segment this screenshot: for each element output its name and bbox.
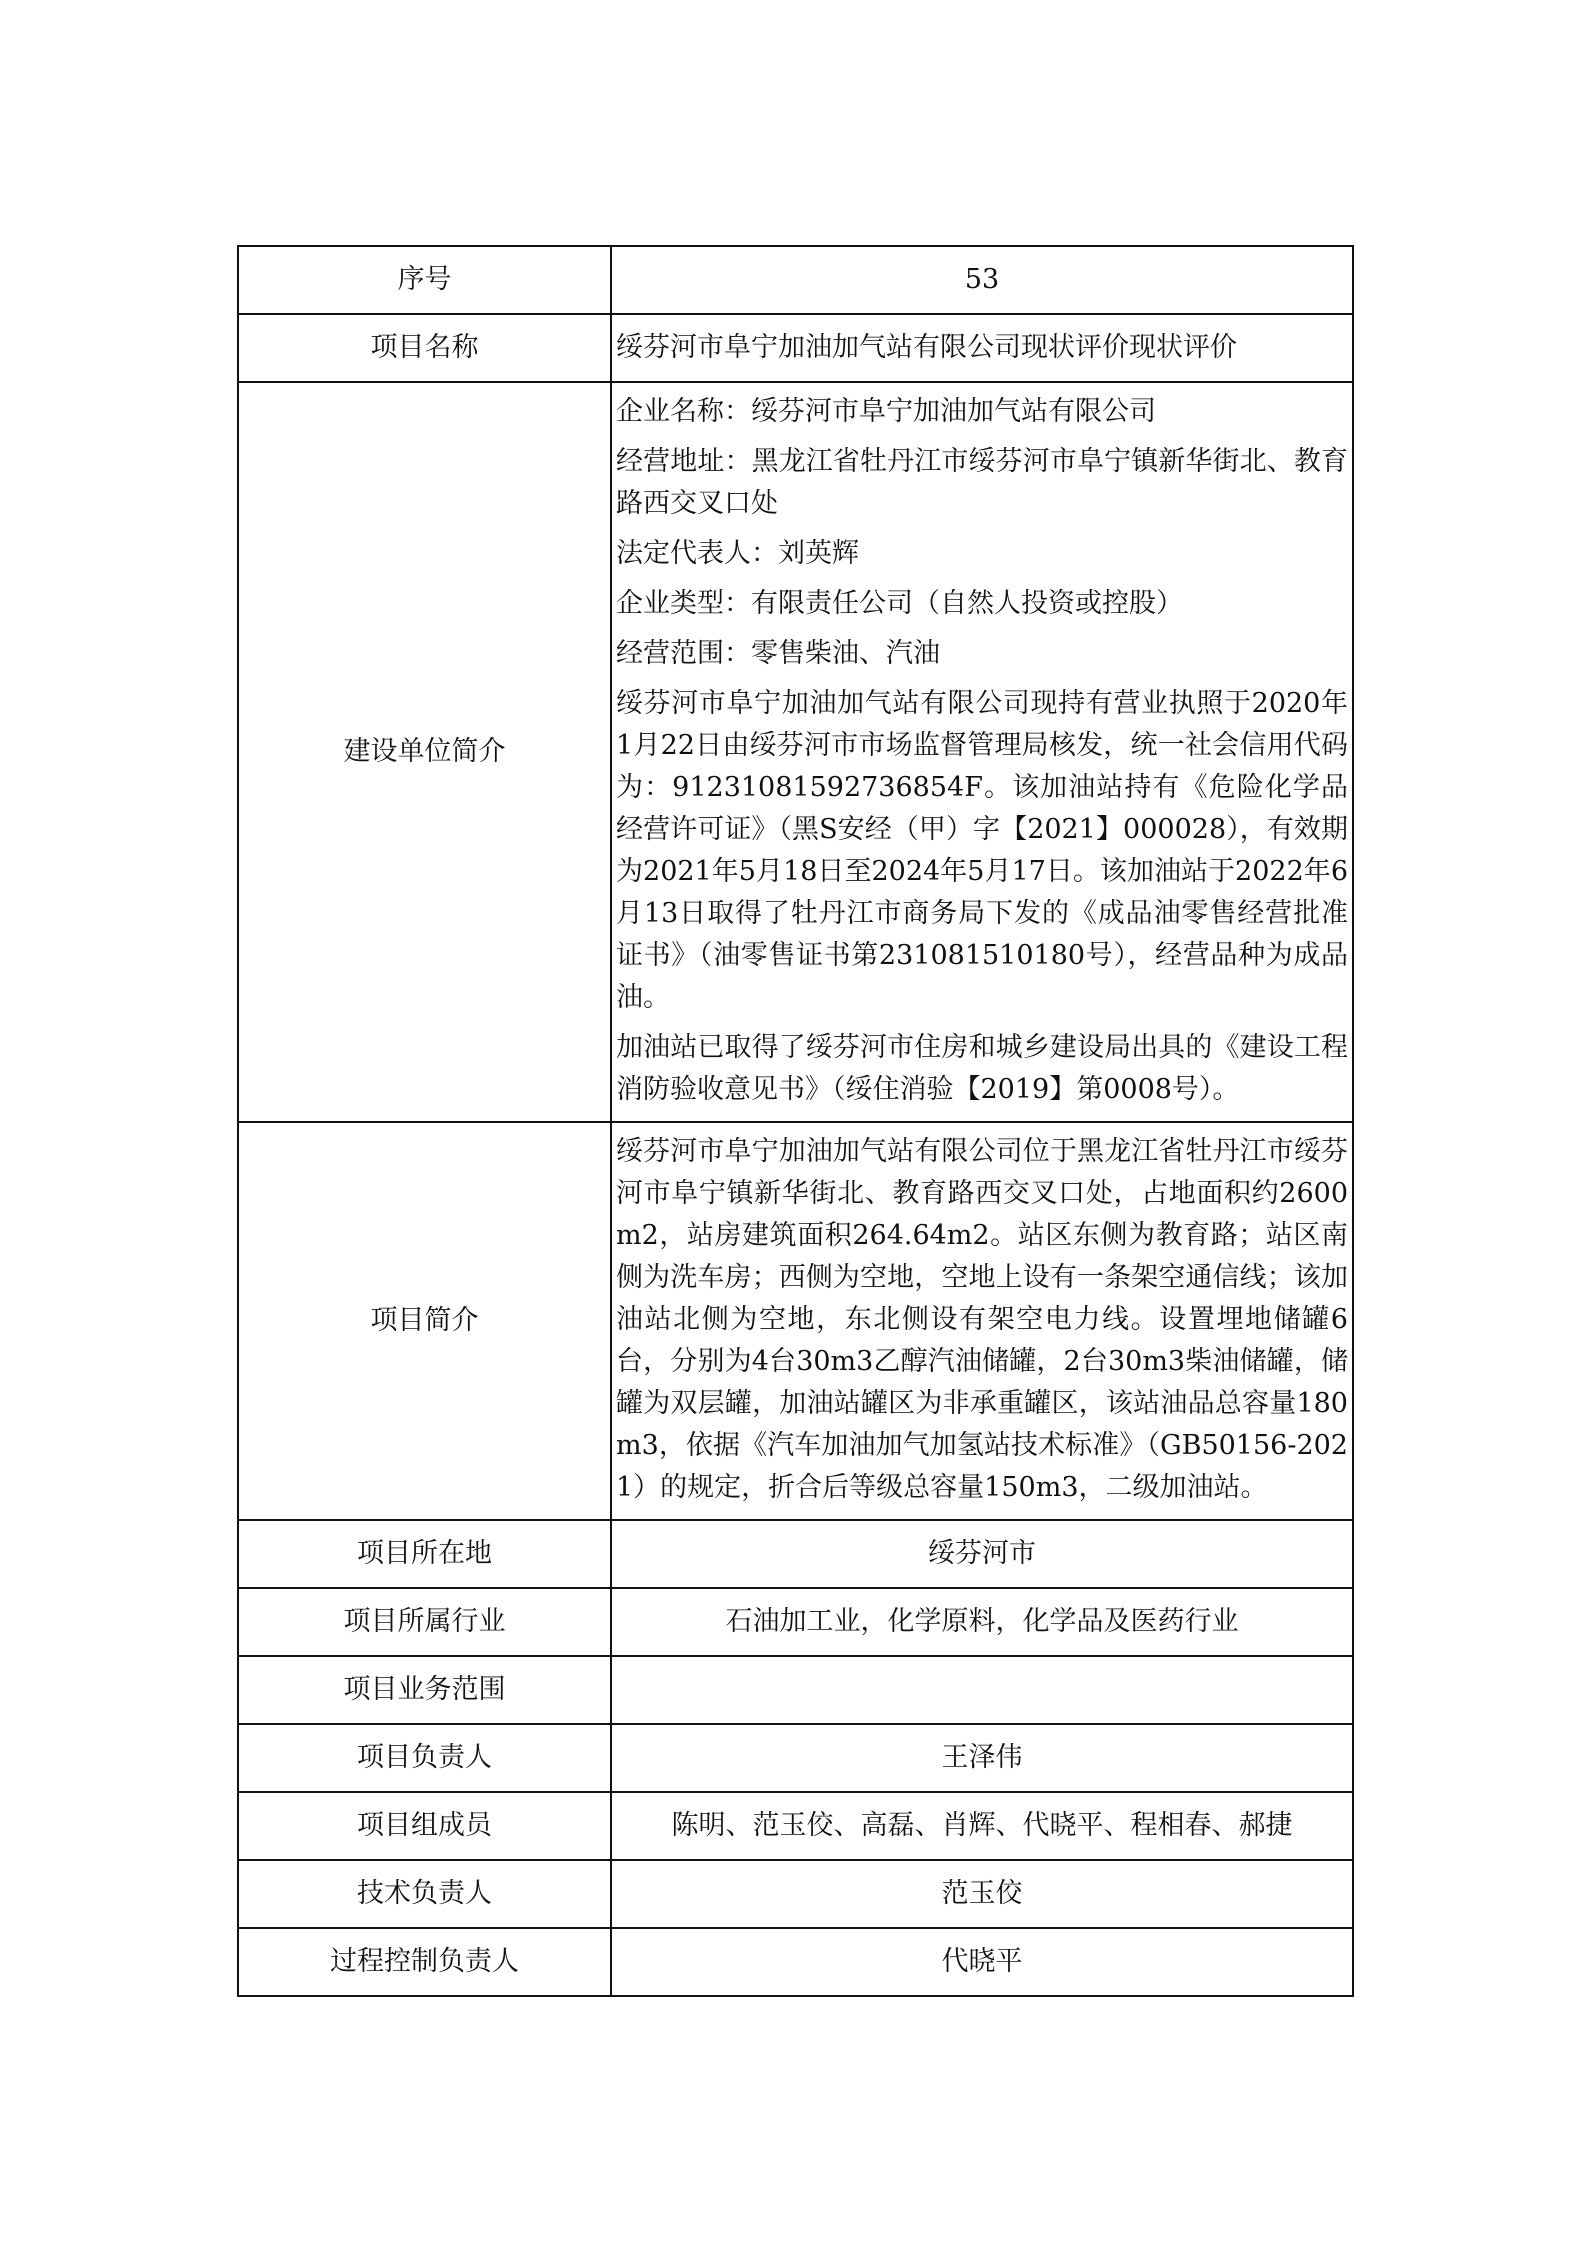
row-label: 项目所在地 bbox=[238, 1520, 611, 1588]
row-label: 项目组成员 bbox=[238, 1792, 611, 1860]
row-label: 过程控制负责人 bbox=[238, 1928, 611, 1996]
row-label: 项目简介 bbox=[238, 1122, 611, 1520]
project-info-table bbox=[237, 245, 1354, 1997]
row-label: 项目负责人 bbox=[238, 1724, 611, 1792]
project-name: 绥芬河市阜宁加油加气站有限公司现状评价现状评价 bbox=[611, 314, 1353, 382]
project-industry: 石油加工业，化学原料，化学品及医药行业 bbox=[611, 1588, 1353, 1656]
table-row-industry bbox=[238, 1588, 1353, 1656]
table-row-serial bbox=[238, 246, 1353, 314]
license-paragraph: 绥芬河市阜宁加油加气站有限公司现持有营业执照于2020年1月22日由绥芬河市市场监督管理局核发，统一社会信用代码为：91231081592736854F。该加油站持有《危险化学品经营许可证》（黑S安经（甲）字【2021】000028），有效期为2021年5月18日至2024年5月17日。该加油站于2022年6月13日取得了牡丹江市商务局下发的《成品油零售经营批准证书》（油零售证书第231081510180号），经营品种为成品油。 bbox=[616, 688, 1348, 1013]
table-row-project-leader bbox=[238, 1724, 1353, 1792]
table-row-team-members bbox=[238, 1792, 1353, 1860]
table-row-project-name bbox=[238, 314, 1353, 382]
company-intro bbox=[611, 382, 1353, 1122]
business-address-line: 经营地址：黑龙江省牡丹江市绥芬河市阜宁镇新华街北、教育路西交叉口处 bbox=[616, 446, 1348, 519]
project-location: 绥芬河市 bbox=[611, 1520, 1353, 1588]
table-row-location bbox=[238, 1520, 1353, 1588]
business-scope-line: 经营范围：零售柴油、汽油 bbox=[616, 638, 940, 669]
team-members: 陈明、范玉佼、高磊、肖辉、代晓平、程相春、郝捷 bbox=[611, 1792, 1353, 1860]
company-name-line: 企业名称：绥芬河市阜宁加油加气站有限公司 bbox=[616, 396, 1156, 427]
project-leader: 王泽伟 bbox=[611, 1724, 1353, 1792]
project-brief-cell bbox=[611, 1122, 1353, 1520]
table-row-project-brief bbox=[238, 1122, 1353, 1520]
table-row-business-range bbox=[238, 1656, 1353, 1724]
row-label: 项目所属行业 bbox=[238, 1588, 611, 1656]
row-label: 项目业务范围 bbox=[238, 1656, 611, 1724]
project-business-range bbox=[611, 1656, 1353, 1724]
table-row-company-intro bbox=[238, 382, 1353, 1122]
technical-leader: 范玉佼 bbox=[611, 1860, 1353, 1928]
table-row-technical-leader bbox=[238, 1860, 1353, 1928]
row-label: 项目名称 bbox=[238, 314, 611, 382]
fire-acceptance-paragraph: 加油站已取得了绥芬河市住房和城乡建设局出具的《建设工程消防验收意见书》（绥住消验【2019】第0008号）。 bbox=[616, 1032, 1348, 1105]
company-type-line: 企业类型：有限责任公司（自然人投资或控股） bbox=[616, 588, 1183, 619]
row-label: 序号 bbox=[238, 246, 611, 314]
row-label: 技术负责人 bbox=[238, 1860, 611, 1928]
legal-representative-line: 法定代表人：刘英辉 bbox=[616, 538, 859, 569]
project-brief: 绥芬河市阜宁加油加气站有限公司位于黑龙江省牡丹江市绥芬河市阜宁镇新华街北、教育路西交叉口处，占地面积约2600m2，站房建筑面积264.64m2。站区东侧为教育路；站区南侧为洗车房；西侧为空地，空地上设有一条架空通信线；该加油站北侧为空地，东北侧设有架空电力线。设置埋地储罐6台，分别为4台30m3乙醇汽油储罐，2台30m3柴油储罐，储罐为双层罐，加油站罐区为非承重罐区，该站油品总容量180m3，依据《汽车加油加气加氢站技术标准》（GB50156-2021）的规定，折合后等级总容量150m3，二级加油站。 bbox=[616, 1136, 1348, 1503]
row-label: 建设单位简介 bbox=[238, 382, 611, 1122]
table-row-process-control bbox=[238, 1928, 1353, 1996]
process-control-leader: 代晓平 bbox=[611, 1928, 1353, 1996]
serial-number: 53 bbox=[611, 246, 1353, 314]
